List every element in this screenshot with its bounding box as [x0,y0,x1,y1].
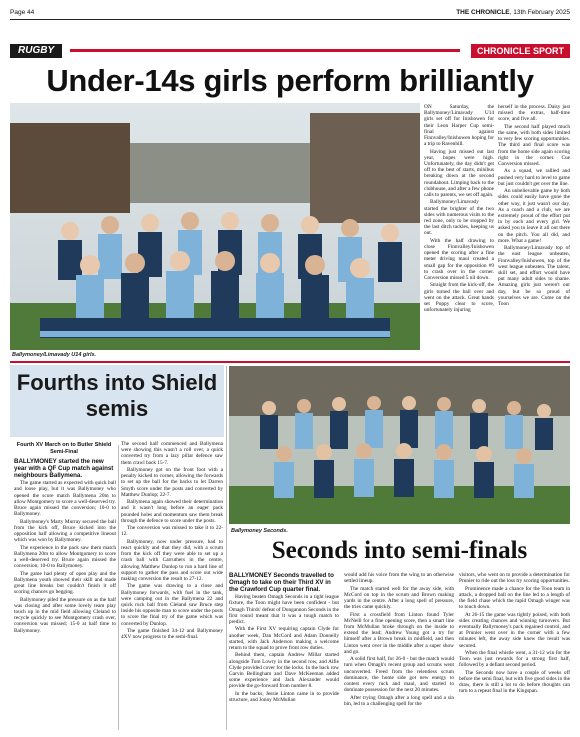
u14-team-photo [10,103,420,350]
column-rule [226,366,227,730]
u14-team-photo-image [10,103,420,350]
paragraph: The Seconds now have a couple of weeks off before the semi final, but with five good sides in the draw, there is still a lot to do before thoughts can turn to a repeat final in the Kingspan. [459,669,570,695]
seconds-photo-caption: Ballymoney Seconds. [231,528,288,534]
paragraph: An unbelievable game by both sides could easily have gone the other way, it just wasn't our day. As a coach and a club, we are extremely proud of the effort put in by each and every girl. We asked you to leave it all out there on the pitch. You all did, and more. What a game! [498,188,570,244]
paragraph: Having just missed out last year, hopes were high. Unfortunately, the day didn't get off to the best of starts, minibus breaking down at the second roundabout. Limping back to the clubhouse, and after a few phone calls to parents, we set off again. [424,148,495,199]
paragraph: The experience in the pack saw them match Ballymena 20m to allow Montgomery to score a well-deserved try. Bruce again missed the conversion; 10-0 to Ballymoney. [14,544,116,570]
paragraph: At 26-15 the game was tightly poised, with both sides creating chances and winning turnovers. But eventually Ballymoney's pack regained control, and at Prunier went over in the corner with a few minutes left, the away side knew the result was secured. [459,611,570,649]
paragraph: First a crossfield from Linton found Tyler McNeill for a fine opening score, then a smart line from McMullan broke through on the inside to extend the lead; Andrew Young got a try for himself after a Brown break in midfield, and then Linton went over in the middle after a super show and go. [344,611,454,655]
section-divider [10,361,570,363]
section-brand: CHRONICLE SPORT [471,44,570,58]
seconds-column-2 [344,572,454,708]
main-headline: Under-14s girls perform brilliantly [46,63,534,98]
paragraph: Ballymoney's Marty Murray secured the ball from the kick off, Bruce kicked into the opposition half allowing a competitive lineout which was won by Ballymoney. [14,518,116,544]
seconds-team-photo [229,366,570,524]
paragraph: Straight from the kick-off, the girls turned the ball over and went on the attack. Great hands set Poppy clear to score, unfortunately injuring [424,282,494,314]
paragraph: visitors, who went on to provide a determination for Prunier to ride out the loss try scoring opportunities. [459,572,570,585]
publication-date: , 13th February 2025 [509,8,570,16]
paragraph: The second half commenced and Ballymena were showing this wasn't a roll over, a quick converted try from a lazy pillar defence saw them crawl back 15-7. [121,441,223,466]
paragraph: Ballymoney/Limavady top of the east league unbeaten, Finnvalley/Inishowen, top of the west league unbeaten. The talent, skill set, and effort would have put many adult sides to shame. Amazing girls just weren't our day, but be so proud of yourselves we are. Come on the Toon [498,245,570,308]
publication-line [456,9,570,16]
paragraph: With the half drawing to close Finnvalley/Inishowen opened the scoring after a fine meter driving maul created a small gap for the opposition #9 to crash over in the corner. Conversion missed 5 nil down. [424,237,494,282]
paragraph: The game had plenty of open play and the Ballymena youth showed their skill and made great line breaks but couldn't finish it off scoring chances go begging. [14,570,116,596]
seconds-headline: Seconds into semi-finals [271,537,528,564]
section-tag: RUGBY [10,44,62,58]
header-rule [10,19,570,20]
paragraph: The game started as expected with quick ball and loose play, but it was Ballymoney who opened the score match Ballymena 20m to allow Montgomery to score a well-deserved try. Bruce again missed the conversion; 10-0 to Ballymoney. [14,480,116,518]
paragraph: Ballymoney/Limavady started the brighter of the two sides with numerous visits to the red zone, only to be stopped by the last ditch tackles, keeping us out. [424,199,494,237]
seconds-team-photo-image [229,366,570,524]
publication-name: THE CHRONICLE [456,8,510,16]
paragraph: When the final whistle went, a 31-12 win for the Toon was just rewards for a strong first half, followed by a defiant second period. [459,650,570,669]
paragraph: Ballymoney, now under pressure, had to react quickly and that they did, with a scrum from the kick off they were able to set up a crash ball with Carruthers in the centre, allowing Matthew Dunlop to run a hard line of support to gather the pass and score out wide making conversion the result to 27-12. [121,538,223,583]
fourths-column-1 [14,458,116,635]
fourths-lead: BALLYMONEY started the new year with a QF Cup match against neighbours Ballymena. [14,458,114,479]
page-number: Page 44 [10,8,35,16]
paragraph: Behind them, captain Andrew Millar started alongside Tom Lowry in the second row, and Alfie Clyde provided cover for the locks. In the back row Garvin Bellingham and Dave McKeeman added some experience and Jack Alexander would provide the go-forward from number 8. [229,652,339,690]
section-masthead [10,44,570,58]
paragraph: After trying Omagh after a long spell and a sin bin, led to a challenging spell for the [344,694,454,707]
column-rule [118,445,119,730]
fourths-subhead: Fourth XV March on to Butler Shield Semi-Final [16,442,112,455]
paragraph: Ballymena again showed their determination and it wasn't long before an eager pack pounded holes and momentum saw them break through the defence to score under the posts. [121,499,223,524]
paragraph: The match started well for the away side, with McCord on top in the scrum and Brown making yards in the centre. After a long spell of pressure, the tries came quickly. [344,585,454,611]
paragraph: The game finished 34-12 and Ballymoney 4XV now progress to the semi-final. [121,628,223,641]
seconds-lead: BALLYMONEY Seconds travelled to Omagh to take on their Third XV in the Crawford Cup quarter final. [229,572,334,593]
paragraph: ON Saturday, the Ballymoney/Limavady U14 girls set off for Inishowen for their Leon Harper Cup semi-final against Finnvalley/Inishowen hoping for a trip to Ravenhill. [424,104,494,148]
paragraph: herself in the process. Daisy just missed the extras, half-time score, and five all. [498,104,570,123]
seconds-column-1 [229,572,339,704]
fourths-column-2 [121,441,223,642]
u14-photo-caption: Ballymoney/Limavady U14 girls. [12,352,97,358]
paragraph: The second half played much the same, with both sides limited to very few scoring opportunities. The third and final score was from the home side again scoring right in the corner. Cue Conversion missed. [498,123,570,168]
paragraph: The conversion was missed to take it to 22-12. [121,525,223,538]
paragraph: Having beaten Omagh Seconds in a tight league fixture, the Toon might have been confident - but Omagh Thirds' defeat of Dungannon Seconds in the first round meant that it was a tough match to predict. [229,594,339,625]
seconds-column-3 [459,572,570,696]
paragraph: A solid first half, for 26-0 - but the match would turn when Omagh's recent group and scrums went unconverted. Freed from the relentless scrum dominance, the home side got new energy to contest every ruck and maul, and started to dominate possession for the next 20 minutes. [344,656,454,694]
main-story-column-2 [498,104,570,308]
main-story-column-1 [424,104,494,315]
paragraph: Ballymoney got on the front foot with a penalty kicked to corner, allowing the forwards to set up the ball for the backs to let Darren Smyth score under the posts and converted by Matthew Dunlop; 22-7. [121,467,223,498]
paragraph: Ballymoney piled the pressure on as the half was closing and after some lovely team play touch up in the mid field allowing Cleland to recycle quickly to see Montgomery crash over, conversion was missed; 15-0 at half time to Ballymoney. [14,596,116,634]
paragraph: In the backs, Jessie Linton came in to provide structure, and Jonny McMullan [229,690,339,703]
paragraph: With the First XV requiring captain Clyde for another week, Dan McCord and Adam Donnelly started, with Jack Anderson making a welcome return to the squad to prove front row duties. [229,626,339,651]
paragraph: would add his voice from the wing to an otherwise settled lineup. [344,572,454,585]
fourths-headline: Fourths into Shield semis [16,370,218,421]
paragraph: Prominence made a chance for the Toon team in attack, a dropped ball on the line led to a length of the field chase which the rapid Omagh winger was to touch down. [459,585,570,611]
paragraph: The game was drawing to a close and Ballymoney forwards, with fuel in the tank, were camping out in the Ballymena 22 and quick ruck ball from Cleland saw Bruce step inside his opposite man to score under the posts to score the final try of the game which was converted by Dunlop. [121,583,223,627]
page-header [10,6,570,18]
masthead-red-bar [70,49,460,52]
paragraph: As a squad, we rallied and pushed very hard to level to game but just couldn't get over the line. [498,168,570,187]
